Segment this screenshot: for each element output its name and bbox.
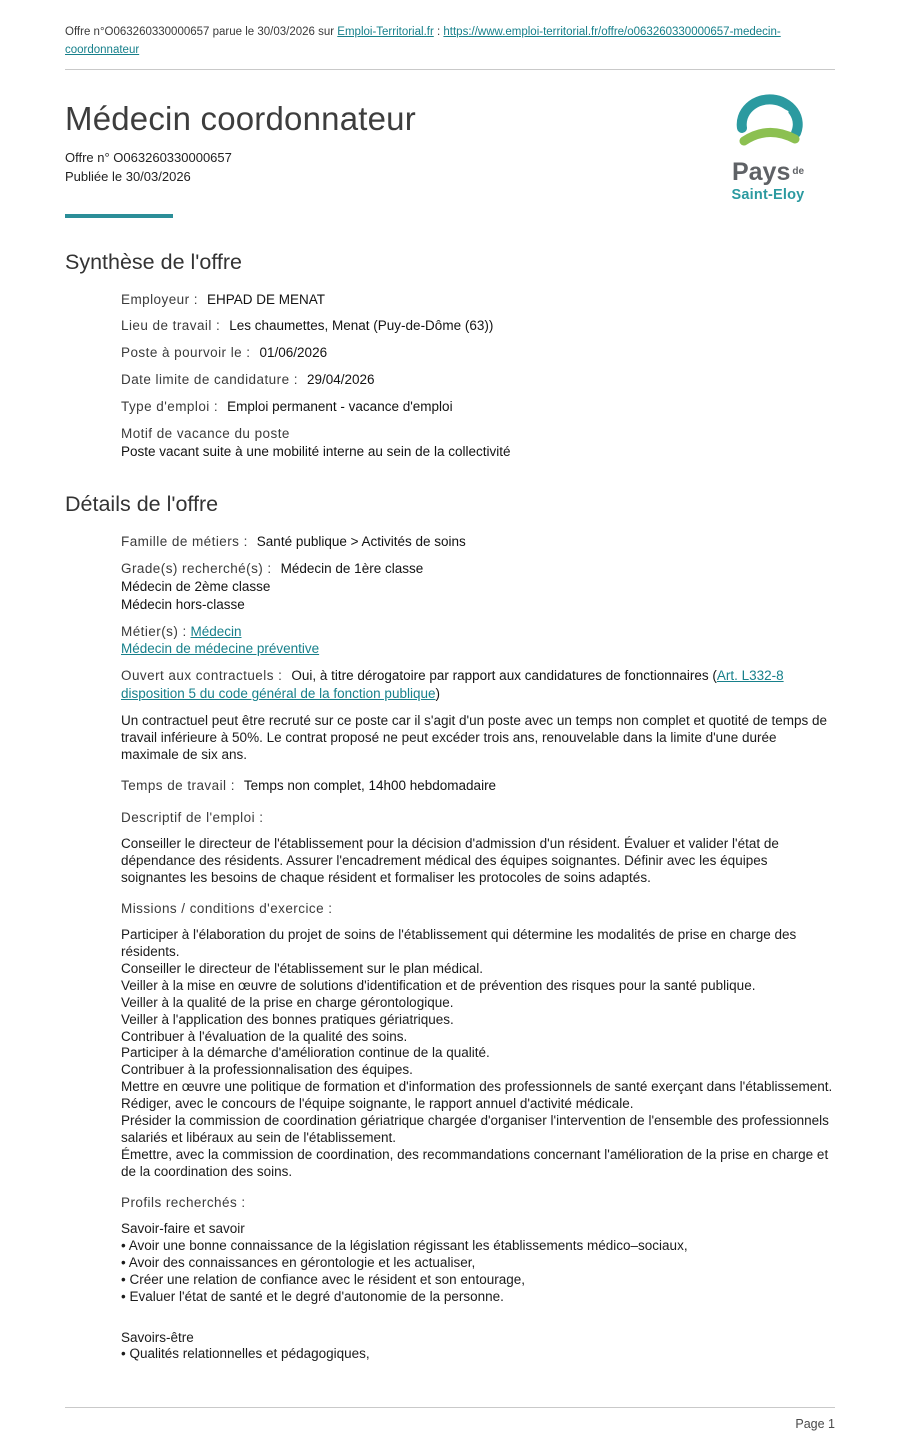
poste-a-pourvoir-value: 01/06/2026: [259, 345, 328, 361]
mission-line: Présider la commission de coordination gériatrique chargée d'organiser l'intervention de l'ensemble des professionnels salariés et libéraux au sein de l'établissement.: [121, 1112, 829, 1145]
emploi-territorial-link[interactable]: Emploi-Territorial.fr: [337, 26, 434, 38]
pays-saint-eloy-logo-mark: [729, 88, 807, 154]
logo-word-pays: Pays $^{de}$: [731, 158, 805, 186]
top-meta-line: [65, 24, 835, 60]
section-heading-details: Détails de l'offre: [65, 492, 219, 517]
temps-travail-label: Temps de travail :: [121, 777, 235, 793]
mission-line: Veiller à l'application des bonnes pratiques gériatriques.: [121, 1011, 454, 1027]
ouvert-contractuels-label: Ouvert aux contractuels :: [121, 668, 283, 684]
logo-word-de: de: [792, 166, 805, 177]
mission-line: Conseiller le directeur de l'établissement sur le plan médical.: [121, 961, 484, 976]
mission-line: Mettre en œuvre une politique de formation et d'information des professionnels de santé exerçant dans l'établissement.: [121, 1079, 833, 1095]
header-divider: [65, 69, 835, 70]
employeur-value: EHPAD DE MENAT: [206, 291, 325, 307]
art-l332-8-link[interactable]: Art. L332-8 disposition 5 du code général de la fonction publique: [121, 668, 784, 701]
grades-value: Médecin de 1ère classe: [280, 561, 424, 577]
contractuels-note: Un contractuel peut être recruté sur ce poste car il s'agit d'un poste avec un temps non complet et quotité de temps de travail inférieure à 50%. Le contrat proposé ne peut excéder trois ans, renouvelable dans la limite d'une durée maximale de six ans.: [121, 712, 828, 762]
field-ouvert-contractuels: [121, 667, 835, 703]
missions-lines: [121, 927, 835, 1180]
motif-vacance-label: Motif de vacance du poste: [121, 425, 290, 441]
savoir-bullet: • Evaluer l'état de santé et le degré d'autonomie de la personne.: [121, 1288, 504, 1304]
offer-reference-text: Offre n°O063260330000657 parue le 30/03/2026 sur: [65, 26, 338, 38]
savoir-bullet: • Créer une relation de confiance avec le résident et son entourage,: [121, 1271, 525, 1287]
mission-line: Participer à l'élaboration du projet de soins de l'établissement qui détermine les modalités de prise en charge des résidents.: [121, 927, 797, 960]
page-title: Médecin coordonnateur: [65, 99, 416, 137]
section-heading-synthese: Synthèse de l'offre: [65, 249, 243, 274]
field-employeur: [121, 291, 835, 309]
metier-link-medecine-preventive[interactable]: Médecin de médecine préventive: [121, 641, 320, 657]
mission-line: Contribuer à la professionnalisation des équipes.: [121, 1062, 413, 1078]
temps-travail-value: Temps non complet, 14h00 hebdomadaire: [243, 777, 497, 793]
savoirs-etre-bullet: • Qualités relationnelles et pédagogiques,: [121, 1346, 370, 1362]
field-date-limite: [121, 371, 835, 389]
mission-line: Rédiger, avec le concours de l'équipe soignante, le rapport annuel d'activité médicale.: [121, 1096, 634, 1111]
field-famille-metiers: [121, 533, 835, 551]
motif-vacance-value: Poste vacant suite à une mobilité interne au sein de la collectivité: [121, 443, 511, 459]
date-limite-label: Date limite de candidature :: [121, 372, 298, 388]
grades-label: Grade(s) recherché(s) :: [121, 561, 272, 577]
mission-line: Émettre, avec la commission de coordination, des recommandations concernant l'amélioration de la prise en charge et de la coordination des soins.: [121, 1146, 829, 1179]
savoirs-etre-title: Savoirs-être: [121, 1329, 194, 1345]
lieu-travail-value: Les chaumettes, Menat (Puy-de-Dôme (63)): [229, 318, 494, 334]
published-date: Publiée le 30/03/2026: [65, 169, 191, 185]
field-grades: [121, 560, 835, 613]
profils-label: Profils recherchés :: [121, 1195, 246, 1211]
ouvert-contractuels-close-paren: ): [435, 686, 440, 701]
field-motif-vacance: [121, 425, 835, 461]
accent-bar: [65, 214, 173, 218]
grade-extra: Médecin hors-classe: [121, 596, 245, 612]
field-temps-travail: [121, 777, 835, 795]
footer-divider: [65, 1407, 835, 1408]
ouvert-contractuels-value: Oui, à titre dérogatoire par rapport aux candidatures de fonctionnaires (: [291, 668, 717, 684]
mission-line: Participer à la démarche d'amélioration continue de la qualité.: [121, 1045, 490, 1061]
mission-line: Veiller à la mise en œuvre de solutions d'identification et de prévention des risques pour la santé publique.: [121, 977, 756, 993]
employeur-label: Employeur :: [121, 291, 198, 307]
savoirs-etre-block: [121, 1330, 835, 1364]
missions-label: Missions / conditions d'exercice :: [121, 901, 333, 917]
logo-word-saint-eloy: Saint-Eloy: [731, 187, 805, 203]
descriptif-text: Conseiller le directeur de l'établissement pour la décision d'admission d'un résident. Évaluer et valider l'état de dépendance des résidents. Assurer l'encadrement médical des équipes soignantes. Définir avec les équipes soignantes les besoins de chaque résident et formaliser les protocoles de soins adaptés.: [121, 836, 779, 886]
field-metiers: [121, 623, 835, 659]
field-lieu-travail: [121, 317, 835, 335]
offer-url-link[interactable]: https://www.emploi-territorial.fr/offre/o063260330000657-medecin-coordonnateur: [65, 26, 781, 56]
details-fields: [121, 533, 835, 1363]
savoir-faire-block: [121, 1221, 835, 1305]
pays-saint-eloy-logo: [720, 88, 816, 203]
type-emploi-label: Type d'emploi :: [121, 398, 219, 414]
field-type-emploi: [121, 398, 835, 416]
mission-line: Contribuer à l'évaluation de la qualité des soins.: [121, 1028, 408, 1044]
page-number: Page 1: [795, 1417, 835, 1432]
mission-line: Veiller à la qualité de la prise en charge gérontologique.: [121, 994, 454, 1010]
page-footer: [65, 1407, 835, 1431]
descriptif-label: Descriptif de l'emploi :: [121, 809, 264, 825]
famille-metiers-label: Famille de métiers :: [121, 534, 248, 550]
synthese-fields: [121, 291, 835, 461]
metier-link-medecin[interactable]: Médecin: [190, 623, 242, 639]
date-limite-value: 29/04/2026: [306, 372, 375, 388]
metiers-label: Métier(s) :: [121, 623, 187, 639]
offer-number: Offre n° O063260330000657: [65, 149, 232, 165]
savoir-bullet: • Avoir des connaissances en gérontologie et les actualiser,: [121, 1254, 476, 1270]
field-poste-a-pourvoir: [121, 344, 835, 362]
separator-text: :: [433, 26, 444, 38]
poste-a-pourvoir-label: Poste à pourvoir le :: [121, 345, 251, 361]
lieu-travail-label: Lieu de travail :: [121, 318, 221, 334]
type-emploi-value: Emploi permanent - vacance d'emploi: [227, 398, 453, 414]
savoir-faire-title: Savoir-faire et savoir: [121, 1221, 245, 1237]
savoir-bullet: • Avoir une bonne connaissance de la législation régissant les établissements médico–sociaux,: [121, 1238, 688, 1254]
grade-extra: Médecin de 2ème classe: [121, 578, 271, 594]
famille-metiers-value: Santé publique > Activités de soins: [256, 534, 466, 550]
